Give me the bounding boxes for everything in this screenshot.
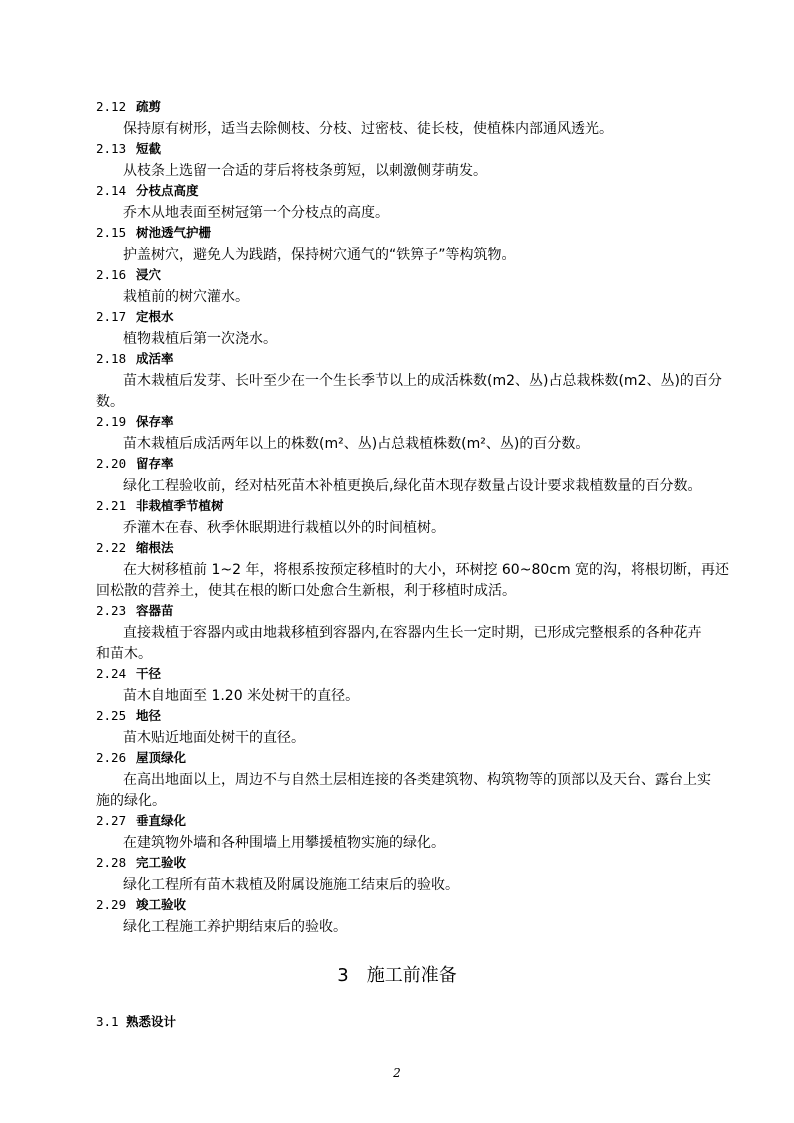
definition-number: 2.16 (96, 267, 127, 282)
definition-number: 2.14 (96, 183, 127, 198)
definition-text: 绿化工程所有苗木栽植及附属设施施工结束后的验收。 (123, 877, 459, 893)
definition-number: 2.18 (96, 351, 127, 366)
definition-number: 2.12 (96, 99, 127, 114)
definition-heading (96, 664, 161, 684)
definition-heading (96, 601, 174, 621)
definition-term: 干径 (136, 666, 162, 681)
definition-number: 2.28 (96, 855, 127, 870)
definition-text: 栽植前的树穴灌水。 (123, 289, 249, 305)
definition-heading (96, 412, 174, 432)
definition-heading (96, 181, 199, 201)
definition-heading (96, 223, 211, 243)
subsection-number: 3.1 (96, 1014, 119, 1029)
subsection-heading (96, 1012, 176, 1032)
definition-number: 2.17 (96, 309, 127, 324)
page-number: 2 (393, 1066, 401, 1080)
definition-term: 分枝点高度 (136, 183, 199, 198)
definition-term: 容器苗 (136, 603, 174, 618)
definition-heading (96, 811, 186, 831)
definition-number: 2.21 (96, 498, 127, 513)
section-number: 3 (337, 965, 349, 986)
definition-heading (96, 265, 161, 285)
definition-number: 2.27 (96, 813, 127, 828)
definition-text: 回松散的营养土，使其在根的断口处愈合生新根，利于移植时成活。 (96, 583, 516, 599)
definition-text: 护盖树穴，避免人为践踏，保持树穴通气的“铁箅子”等构筑物。 (123, 247, 516, 263)
definition-number: 2.24 (96, 666, 127, 681)
definition-text: 苗木贴近地面处树干的直径。 (123, 730, 305, 746)
definition-heading (96, 349, 174, 369)
definition-text: 从枝条上选留一合适的芽后将枝条剪短，以刺激侧芽萌发。 (123, 163, 487, 179)
definition-text: 苗木自地面至 1.20 米处树干的直径。 (123, 688, 360, 704)
definition-text: 在大树移植前 1~2 年，将根系按预定移植时的大小，环树挖 60~80cm 宽的沟，将根切断，再还 (123, 562, 730, 578)
definition-text: 在高出地面以上，周边不与自然土层相连接的各类建筑物、构筑物等的顶部以及天台、露台上实 (123, 772, 711, 788)
definition-heading (96, 706, 161, 726)
definition-text: 保持原有树形，适当去除侧枝、分枝、过密枝、徒长枝，使植株内部通风透光。 (123, 121, 613, 137)
definition-text: 数。 (96, 394, 124, 410)
definition-term: 定根水 (136, 309, 174, 324)
definition-text: 和苗木。 (96, 646, 152, 662)
definition-text: 苗木栽植后发芽、长叶至少在一个生长季节以上的成活株数(m2、丛)占总栽株数(m2、丛)的百分 (123, 373, 722, 389)
definition-term: 留存率 (136, 456, 174, 471)
definition-number: 2.15 (96, 225, 127, 240)
definition-term: 垂直绿化 (136, 813, 187, 828)
definition-number: 2.25 (96, 708, 127, 723)
definition-term: 浸穴 (136, 267, 162, 282)
definition-text: 乔灌木在春、秋季休眠期进行栽植以外的时间植树。 (123, 520, 445, 536)
definition-heading (96, 307, 174, 327)
section-title: 施工前准备 (366, 965, 457, 986)
definition-text: 在建筑物外墙和各种围墙上用攀援植物实施的绿化。 (123, 835, 445, 851)
definition-heading (96, 538, 174, 558)
definition-text: 植物栽植后第一次浇水。 (123, 331, 277, 347)
definition-term: 疏剪 (136, 99, 162, 114)
definition-term: 完工验收 (136, 855, 187, 870)
definition-text: 乔木从地表面至树冠第一个分枝点的高度。 (123, 205, 389, 221)
subsection-term: 熟悉设计 (126, 1014, 177, 1029)
definition-term: 竣工验收 (136, 897, 187, 912)
definition-term: 地径 (136, 708, 162, 723)
definition-number: 2.22 (96, 540, 127, 555)
definition-heading (96, 139, 161, 159)
definition-term: 成活率 (136, 351, 174, 366)
definition-text: 绿化工程施工养护期结束后的验收。 (123, 919, 347, 935)
definition-term: 非栽植季节植树 (136, 498, 224, 513)
definition-number: 2.20 (96, 456, 127, 471)
definition-text: 苗木栽植后成活两年以上的株数(m²、丛)占总栽植株数(m²、丛)的百分数。 (123, 436, 590, 452)
definition-term: 屋顶绿化 (136, 750, 187, 765)
definition-heading (96, 748, 186, 768)
definition-number: 2.13 (96, 141, 127, 156)
definition-heading (96, 454, 174, 474)
definition-heading (96, 97, 161, 117)
section-heading (0, 962, 794, 990)
definition-heading (96, 895, 186, 915)
definition-number: 2.26 (96, 750, 127, 765)
definition-text: 施的绿化。 (96, 793, 166, 809)
definition-heading (96, 853, 186, 873)
definition-number: 2.29 (96, 897, 127, 912)
definition-number: 2.19 (96, 414, 127, 429)
definition-term: 树池透气护栅 (136, 225, 212, 240)
definition-term: 缩根法 (136, 540, 174, 555)
definition-number: 2.23 (96, 603, 127, 618)
definition-text: 直接栽植于容器内或由地栽移植到容器内,在容器内生长一定时期，已形成完整根系的各种花卉 (123, 625, 702, 641)
definition-term: 短截 (136, 141, 162, 156)
definition-term: 保存率 (136, 414, 174, 429)
definition-heading (96, 496, 224, 516)
definition-text: 绿化工程验收前，经对枯死苗木补植更换后,绿化苗木现存数量占设计要求栽植数量的百分数。 (123, 478, 702, 494)
